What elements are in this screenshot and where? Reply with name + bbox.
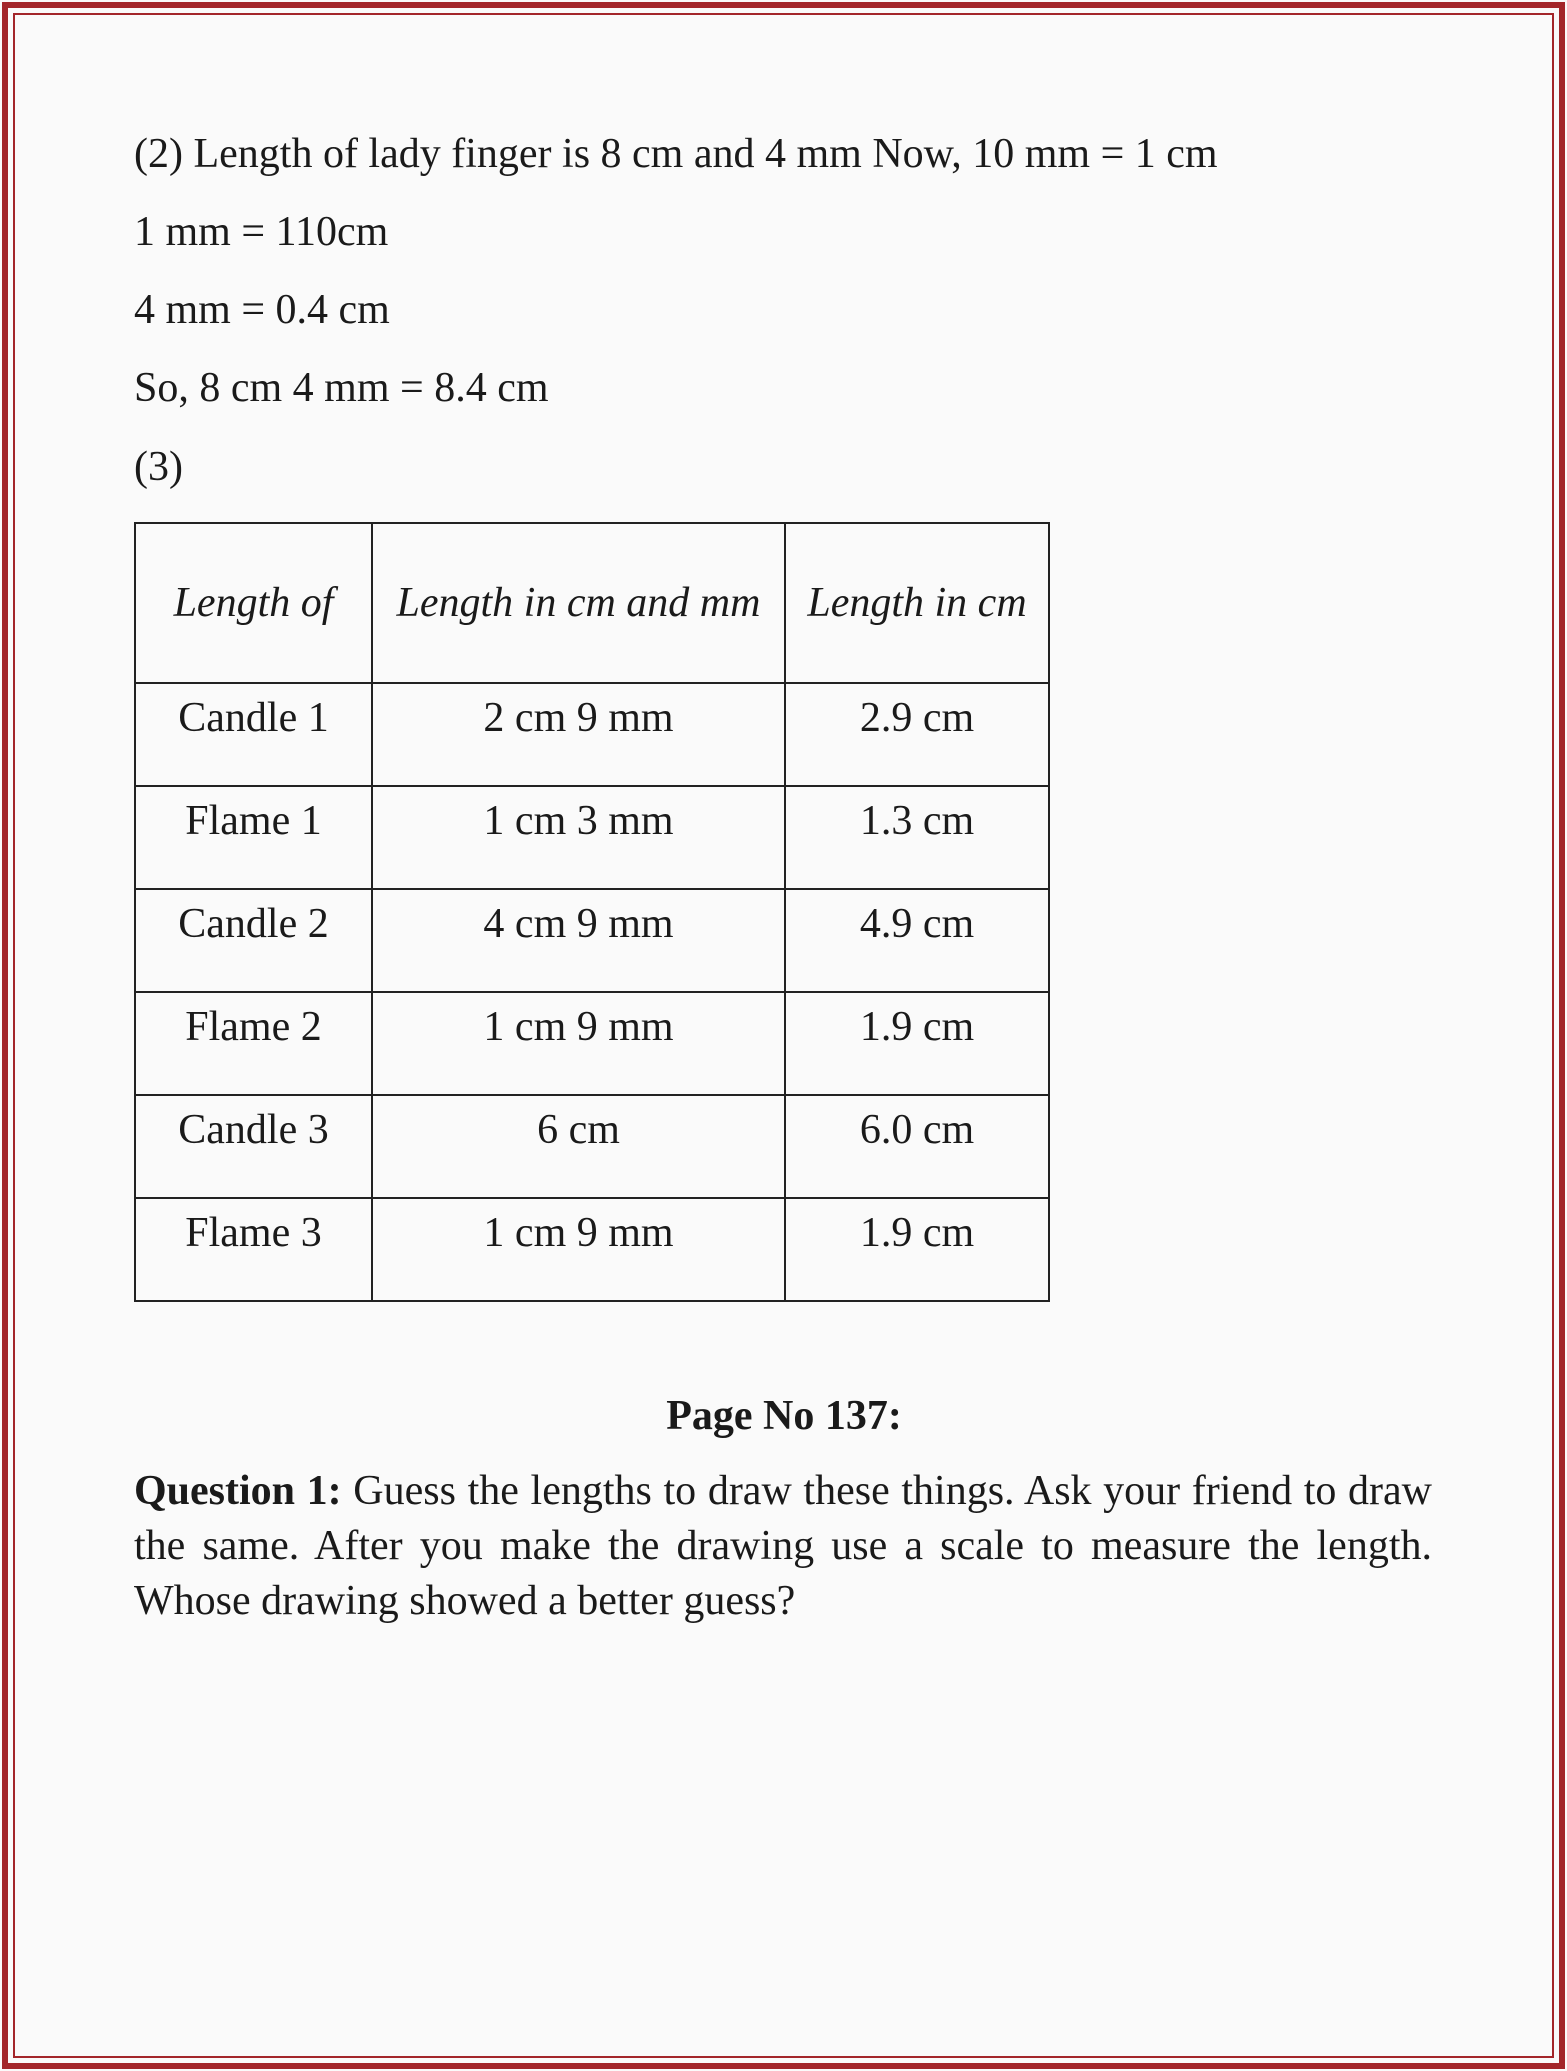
table-cell-cm: 4.9 cm xyxy=(785,889,1049,992)
table-cell-cm: 6.0 cm xyxy=(785,1095,1049,1198)
table-cell-cm-mm: 1 cm 9 mm xyxy=(372,992,785,1095)
table-cell-cm: 1.9 cm xyxy=(785,1198,1049,1301)
table-cell-cm: 1.3 cm xyxy=(785,786,1049,889)
table-cell-cm: 2.9 cm xyxy=(785,683,1049,786)
question-text: Guess the lengths to draw these things. Ask your friend to draw the same. After you make the drawing use a scale to measure the length. Whose drawing showed a better guess? xyxy=(134,1468,1432,1624)
answer-line-total: So, 8 cm 4 mm = 8.4 cm xyxy=(134,365,549,411)
table-row xyxy=(135,992,1049,1095)
answer-line-4mm: 4 mm = 0.4 cm xyxy=(134,287,390,333)
question-label: Question 1: xyxy=(134,1468,342,1514)
answer-label-3: (3) xyxy=(134,444,183,490)
table-row xyxy=(135,683,1049,786)
answer-line-lady-finger: (2) Length of lady finger is 8 cm and 4 mm Now, 10 mm = 1 cm xyxy=(134,131,1218,177)
table-cell-cm-mm: 1 cm 9 mm xyxy=(372,1198,785,1301)
table-cell-item: Flame 1 xyxy=(135,786,372,889)
table-cell-item: Flame 2 xyxy=(135,992,372,1095)
table-cell-item: Candle 1 xyxy=(135,683,372,786)
table-cell-item: Candle 3 xyxy=(135,1095,372,1198)
table-row xyxy=(135,786,1049,889)
table-cell-item: Flame 3 xyxy=(135,1198,372,1301)
table-row xyxy=(135,889,1049,992)
table-cell-cm-mm: 2 cm 9 mm xyxy=(372,683,785,786)
question-1 xyxy=(134,1464,1432,1629)
table-cell-cm-mm: 6 cm xyxy=(372,1095,785,1198)
table-row xyxy=(135,1095,1049,1198)
page-number-heading: Page No 137: xyxy=(666,1393,902,1439)
table-cell-cm: 1.9 cm xyxy=(785,992,1049,1095)
table-header-row xyxy=(135,523,1049,683)
table-row xyxy=(135,1198,1049,1301)
table-header-length-of: Length of xyxy=(135,523,372,683)
table-header-cm: Length in cm xyxy=(785,523,1049,683)
table-cell-cm-mm: 4 cm 9 mm xyxy=(372,889,785,992)
table-cell-item: Candle 2 xyxy=(135,889,372,992)
table-cell-cm-mm: 1 cm 3 mm xyxy=(372,786,785,889)
table-header-cm-mm: Length in cm and mm xyxy=(372,523,785,683)
answer-line-mm-conversion: 1 mm = 110cm xyxy=(134,209,389,255)
length-table xyxy=(134,522,1050,1302)
